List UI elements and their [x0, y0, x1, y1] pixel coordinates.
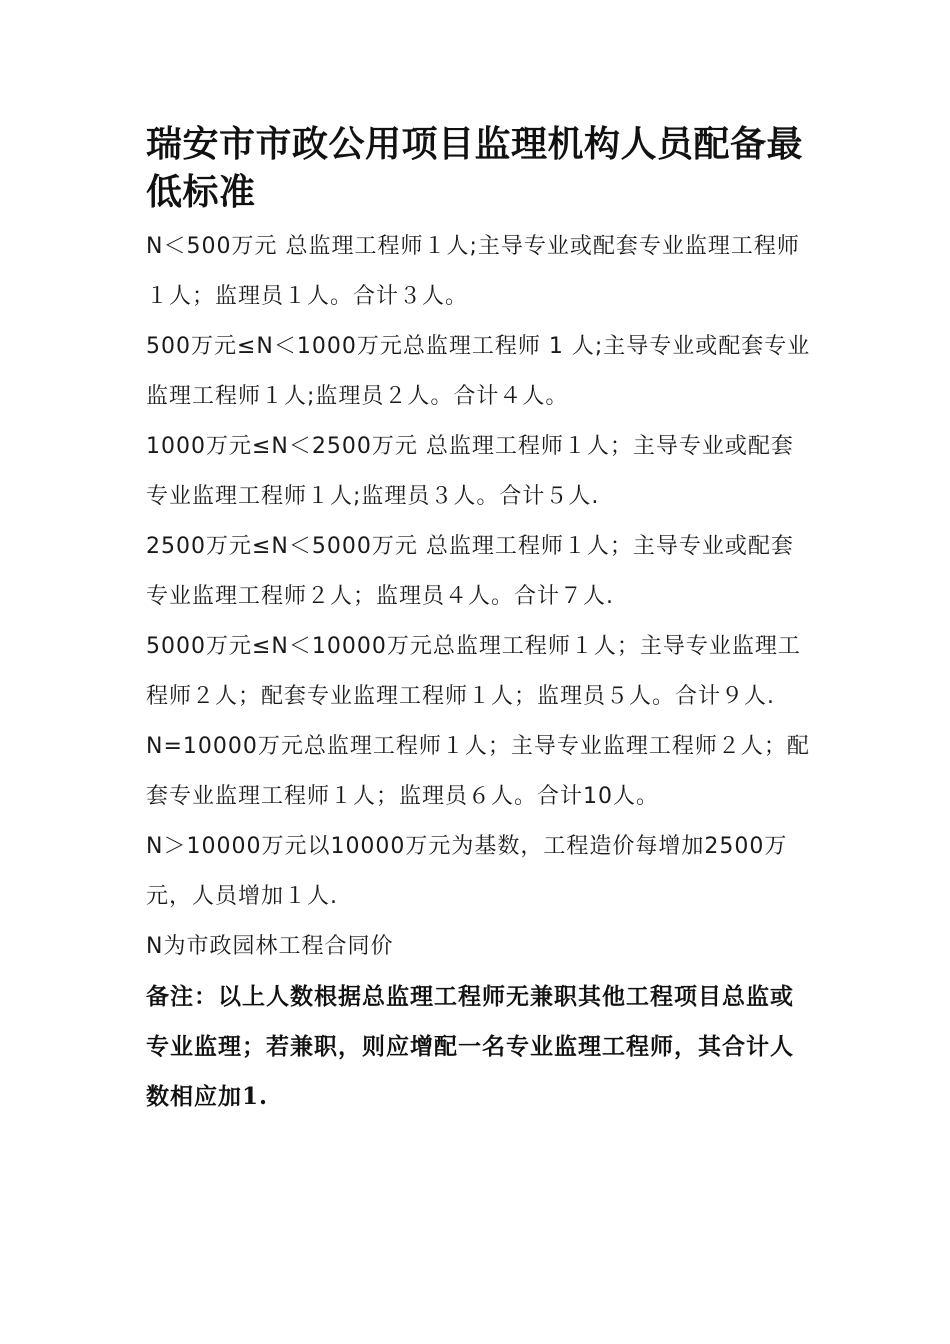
remark-note: 备注：以上人数根据总监理工程师无兼职其他工程项目总监或专业监理；若兼职，则应增配一名专业监理工程师，其合计人数相应加1.: [146, 983, 794, 1110]
staffing-rule-5000-10000: 5000万元≤N＜10000万元总监理工程师１人；主导专业监理工程师２人；配套专业监理工程师１人；监理员５人。合计９人.: [146, 634, 801, 709]
staffing-rule-500-1000: 500万元≤N＜1000万元总监理工程师 1 人;主导专业或配套专业监理工程师１人;监理员２人。合计４人。: [146, 334, 811, 409]
staffing-rule-1000-2500: 1000万元≤N＜2500万元 总监理工程师１人；主导专业或配套专业监理工程师１人;监理员３人。合计５人.: [146, 434, 794, 509]
definition-of-n: N为市政园林工程合同价: [146, 934, 394, 959]
staffing-rule-over-10000: N＞10000万元以10000万元为基数，工程造价每增加2500万元，人员增加１人.: [146, 834, 788, 909]
staffing-rule-equal-10000: N=10000万元总监理工程师１人；主导专业监理工程师２人；配套专业监理工程师１人；监理员６人。合计10人。: [146, 734, 810, 809]
staffing-rule-2500-5000: 2500万元≤N＜5000万元 总监理工程师１人；主导专业或配套专业监理工程师２人；监理员４人。合计７人.: [146, 534, 794, 609]
document-title: 瑞安市市政公用项目监理机构人员配备最低标准: [146, 123, 804, 213]
document-page: [146, 120, 811, 1122]
staffing-rule-under-500: N＜500万元 总监理工程师１人;主导专业或配套专业监理工程师１人；监理员１人。合计３人。: [146, 234, 800, 309]
